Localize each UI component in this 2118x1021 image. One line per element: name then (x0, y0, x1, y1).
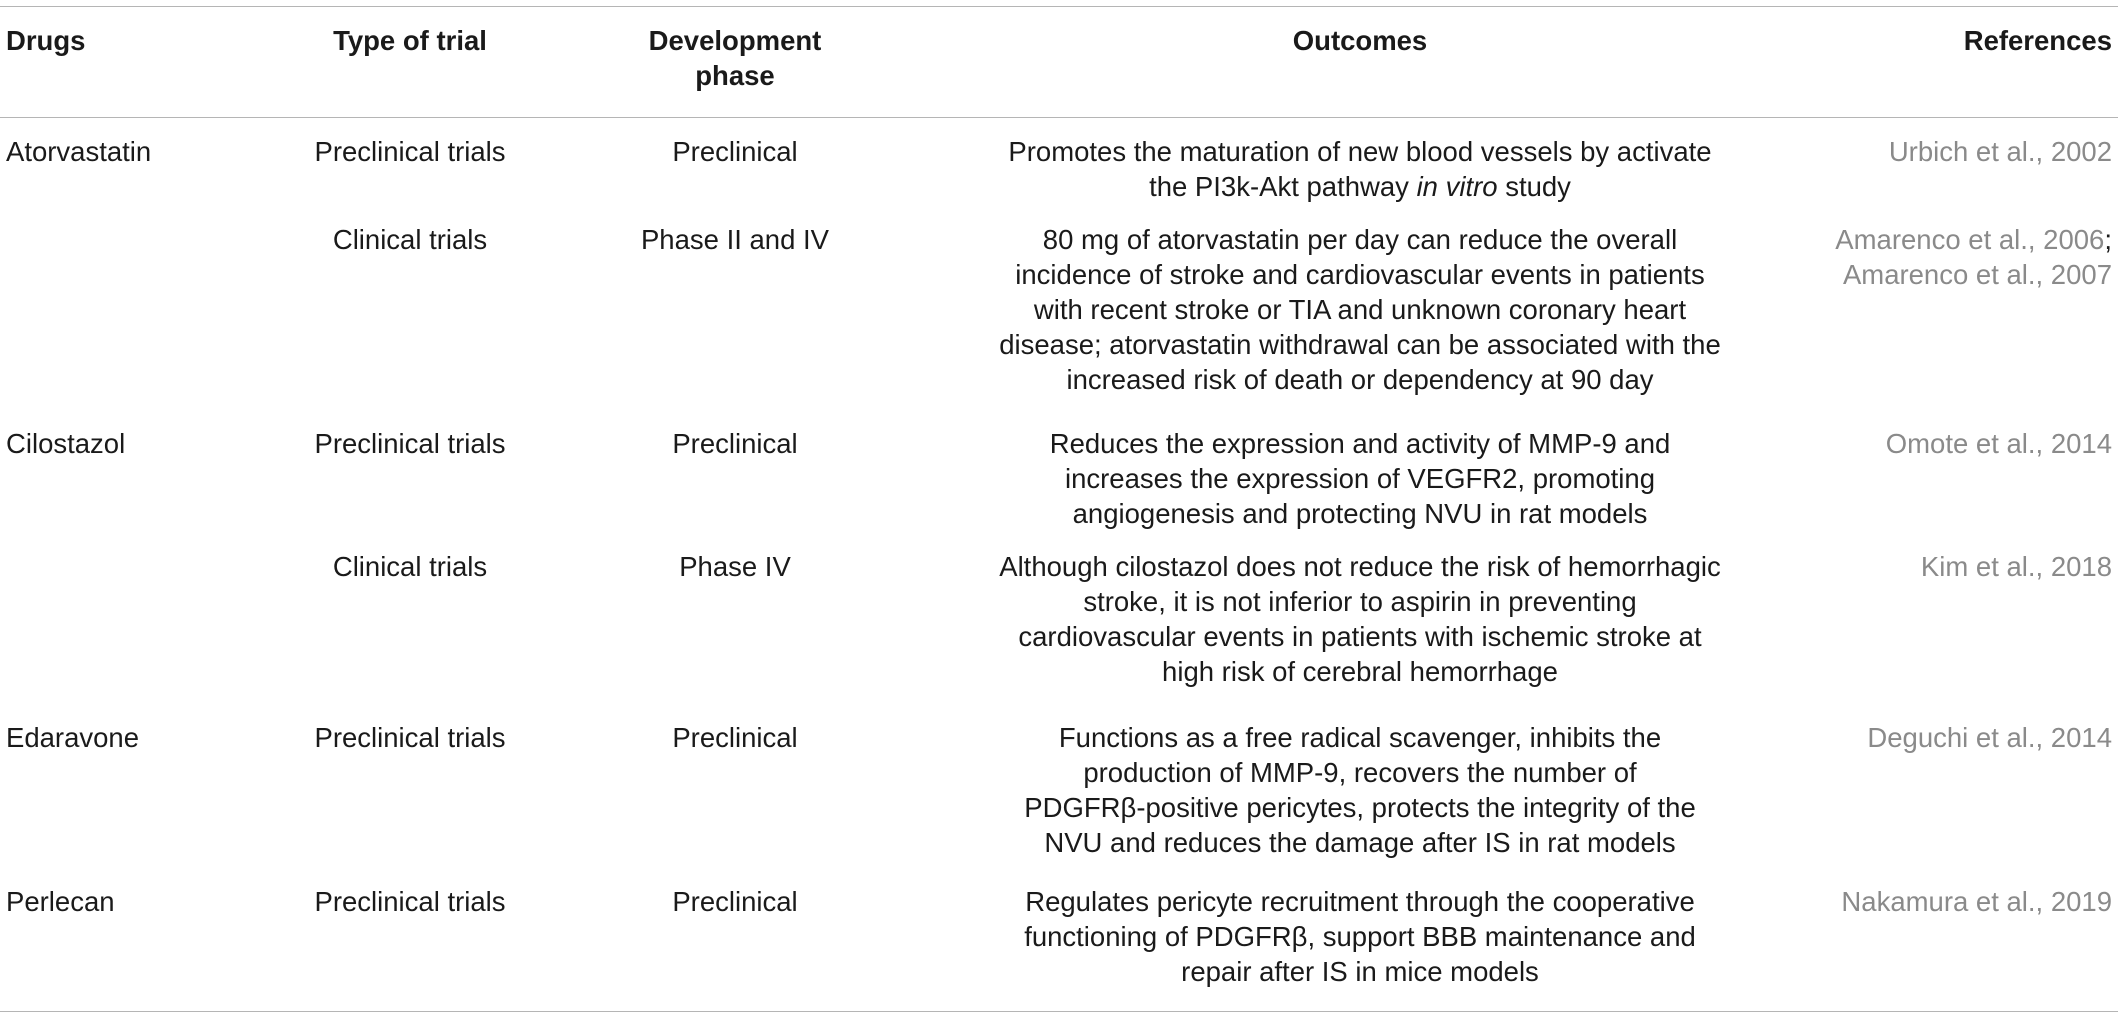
outcome-text (940, 549, 1780, 689)
outcome-line: increases the expression of VEGFR2, promoting (1064, 463, 1655, 494)
outcome-line: increased risk of death or dependency at 90 day (1066, 364, 1654, 395)
outcome-line: production of MMP-9, recovers the number of (1083, 757, 1637, 788)
outcome-text (940, 884, 1780, 989)
development-phase: Preclinical (672, 428, 798, 459)
outcome-line: high risk of cerebral hemorrhage (1162, 656, 1558, 687)
drug-name: Cilostazol (6, 428, 126, 459)
outcome-line: Functions as a free radical scavenger, inhibits the (1058, 722, 1662, 753)
development-phase: Preclinical (672, 722, 798, 753)
reference-link[interactable]: Amarenco et al., 2006 (1835, 224, 2105, 255)
reference-link[interactable]: Amarenco et al., 2007 (1842, 259, 2112, 290)
header-rule (0, 117, 2118, 118)
reference-link[interactable]: Kim et al., 2018 (1920, 551, 2112, 582)
development-phase: Preclinical (672, 886, 798, 917)
header-type-of-trial: Type of trial (333, 25, 487, 56)
bottom-rule (0, 1011, 2118, 1012)
outcome-line: Regulates pericyte recruitment through the cooperative (1025, 886, 1695, 917)
outcome-line: Promotes the maturation of new blood vessels by activate (1008, 136, 1712, 167)
outcome-line: stroke, it is not inferior to aspirin in preventing (1083, 586, 1637, 617)
reference-link[interactable]: Omote et al., 2014 (1885, 428, 2112, 459)
outcome-text (940, 222, 1780, 397)
trial-type: Preclinical trials (314, 136, 506, 167)
trial-type: Clinical trials (332, 551, 488, 582)
outcome-line: with recent stroke or TIA and unknown coronary heart (1033, 294, 1687, 325)
header-drugs: Drugs (6, 25, 86, 56)
reference-separator: ; (2104, 224, 2112, 255)
outcome-text (940, 134, 1780, 204)
development-phase: Phase II and IV (640, 224, 830, 255)
outcome-line: angiogenesis and protecting NVU in rat models (1072, 498, 1648, 529)
outcome-line: NVU and reduces the damage after IS in rat models (1044, 827, 1676, 858)
header-phase-line-1: Development (648, 25, 822, 56)
outcome-line: Reduces the expression and activity of MMP-9 and (1049, 428, 1671, 459)
outcome-line: Although cilostazol does not reduce the risk of hemorrhagic (999, 551, 1721, 582)
reference-link[interactable]: Nakamura et al., 2019 (1841, 886, 2112, 917)
header-outcomes: Outcomes (1292, 25, 1428, 56)
trial-type: Preclinical trials (314, 722, 506, 753)
header-phase-line-2: phase (695, 60, 775, 91)
outcome-line: repair after IS in mice models (1181, 956, 1539, 987)
drug-name: Perlecan (6, 886, 115, 917)
development-phase: Preclinical (672, 136, 798, 167)
outcome-text (940, 720, 1780, 860)
header-references: References (1963, 25, 2112, 56)
outcome-line: incidence of stroke and cardiovascular events in patients (1015, 259, 1705, 290)
outcome-text (940, 426, 1780, 531)
reference-link[interactable]: Urbich et al., 2002 (1888, 136, 2112, 167)
development-phase: Phase IV (679, 551, 791, 582)
outcome-line: cardiovascular events in patients with ischemic stroke at (1018, 621, 1702, 652)
outcome-line: disease; atorvastatin withdrawal can be associated with the (999, 329, 1721, 360)
reference-link[interactable]: Deguchi et al., 2014 (1867, 722, 2112, 753)
trial-type: Preclinical trials (314, 886, 506, 917)
trial-type: Clinical trials (332, 224, 488, 255)
drug-name: Edaravone (6, 722, 140, 753)
outcome-line: PDGFRβ-positive pericytes, protects the integrity of the (1024, 792, 1696, 823)
top-rule (0, 6, 2118, 7)
outcome-line: functioning of PDGFRβ, support BBB maintenance and (1024, 921, 1696, 952)
trial-type: Preclinical trials (314, 428, 506, 459)
drug-name: Atorvastatin (6, 136, 152, 167)
outcome-line: the PI3k-Akt pathway in vitro study (1149, 171, 1571, 202)
header-development-phase (605, 23, 865, 93)
references-cell (1790, 222, 2112, 292)
outcome-line: 80 mg of atorvastatin per day can reduce the overall (1042, 224, 1678, 255)
